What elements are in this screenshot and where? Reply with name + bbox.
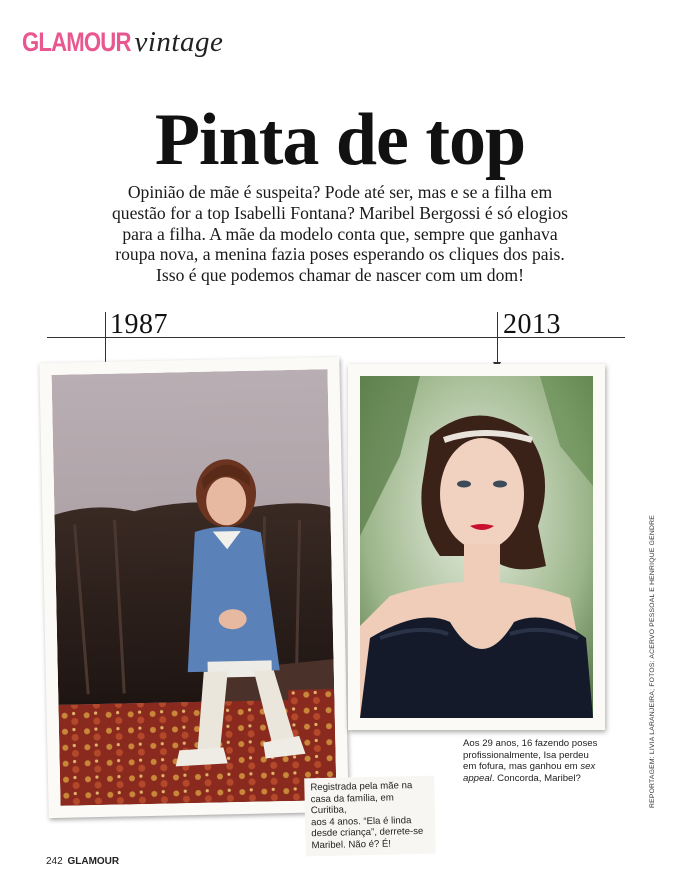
child-portrait-image [52,369,337,806]
caption-2013 [463,738,623,784]
caption-text: . Concorda, Maribel? [491,772,581,784]
photo-2013 [348,364,605,730]
intro-line: questão for a top Isabelli Fontana? Maribel Bergossi é só elogios [111,202,569,223]
caption-line: Registrada pela mãe na [310,780,413,794]
caption-emphasis: appeal [463,772,492,784]
photo-1987 [39,357,348,818]
caption-line: Maribel. Não é? É! [311,838,392,852]
model-portrait-image [360,376,593,718]
timeline-tick-2013 [497,312,498,364]
timeline-tick-1987 [105,312,106,364]
year-2013: 2013 [503,309,561,340]
caption-line: desde criança”, derrete-se [311,826,424,840]
photo-2013-image [360,376,593,718]
caption-line [463,761,623,773]
caption-line: aos 4 anos. “Ela é linda [311,814,412,829]
intro-line: Opinião de mãe é suspeita? Pode até ser, mas e se a filha em [127,182,553,202]
page-folio [46,856,119,867]
caption-1987 [304,776,436,856]
photo-1987-image [52,369,337,806]
article-intro [70,182,610,286]
section-name: vintage [134,26,224,58]
article-title: Pinta de top [154,99,526,181]
intro-line: Isso é que podemos chamar de nascer com um dom! [156,265,524,286]
photo-credits: REPORTAGEM: LIVIA LARANJEIRA; FOTOS: ACERVO PESSOAL E HENRIQUE GENDRE [649,515,656,808]
year-1987: 1987 [110,309,168,340]
intro-line: roupa nova, a menina fazia poses esperando os cliques dos pais. [115,244,565,265]
caption-line [463,773,623,785]
header-logo [22,26,223,66]
caption-line: profissionalmente, Isa perdeu [463,749,589,761]
caption-text: em fofura, mas ganhou em [463,761,581,773]
intro-line: para a filha. A mãe da modelo conta que, sempre que ganhava [122,223,558,244]
page-number: 242 [46,856,63,867]
caption-emphasis: sex [580,761,596,773]
caption-line: casa da família, em Curitiba, [310,792,394,817]
caption-line: Aos 29 anos, 16 fazendo poses [463,738,598,749]
brand-logo: GLAMOUR [22,27,131,57]
folio-magazine-name: GLAMOUR [67,856,120,867]
